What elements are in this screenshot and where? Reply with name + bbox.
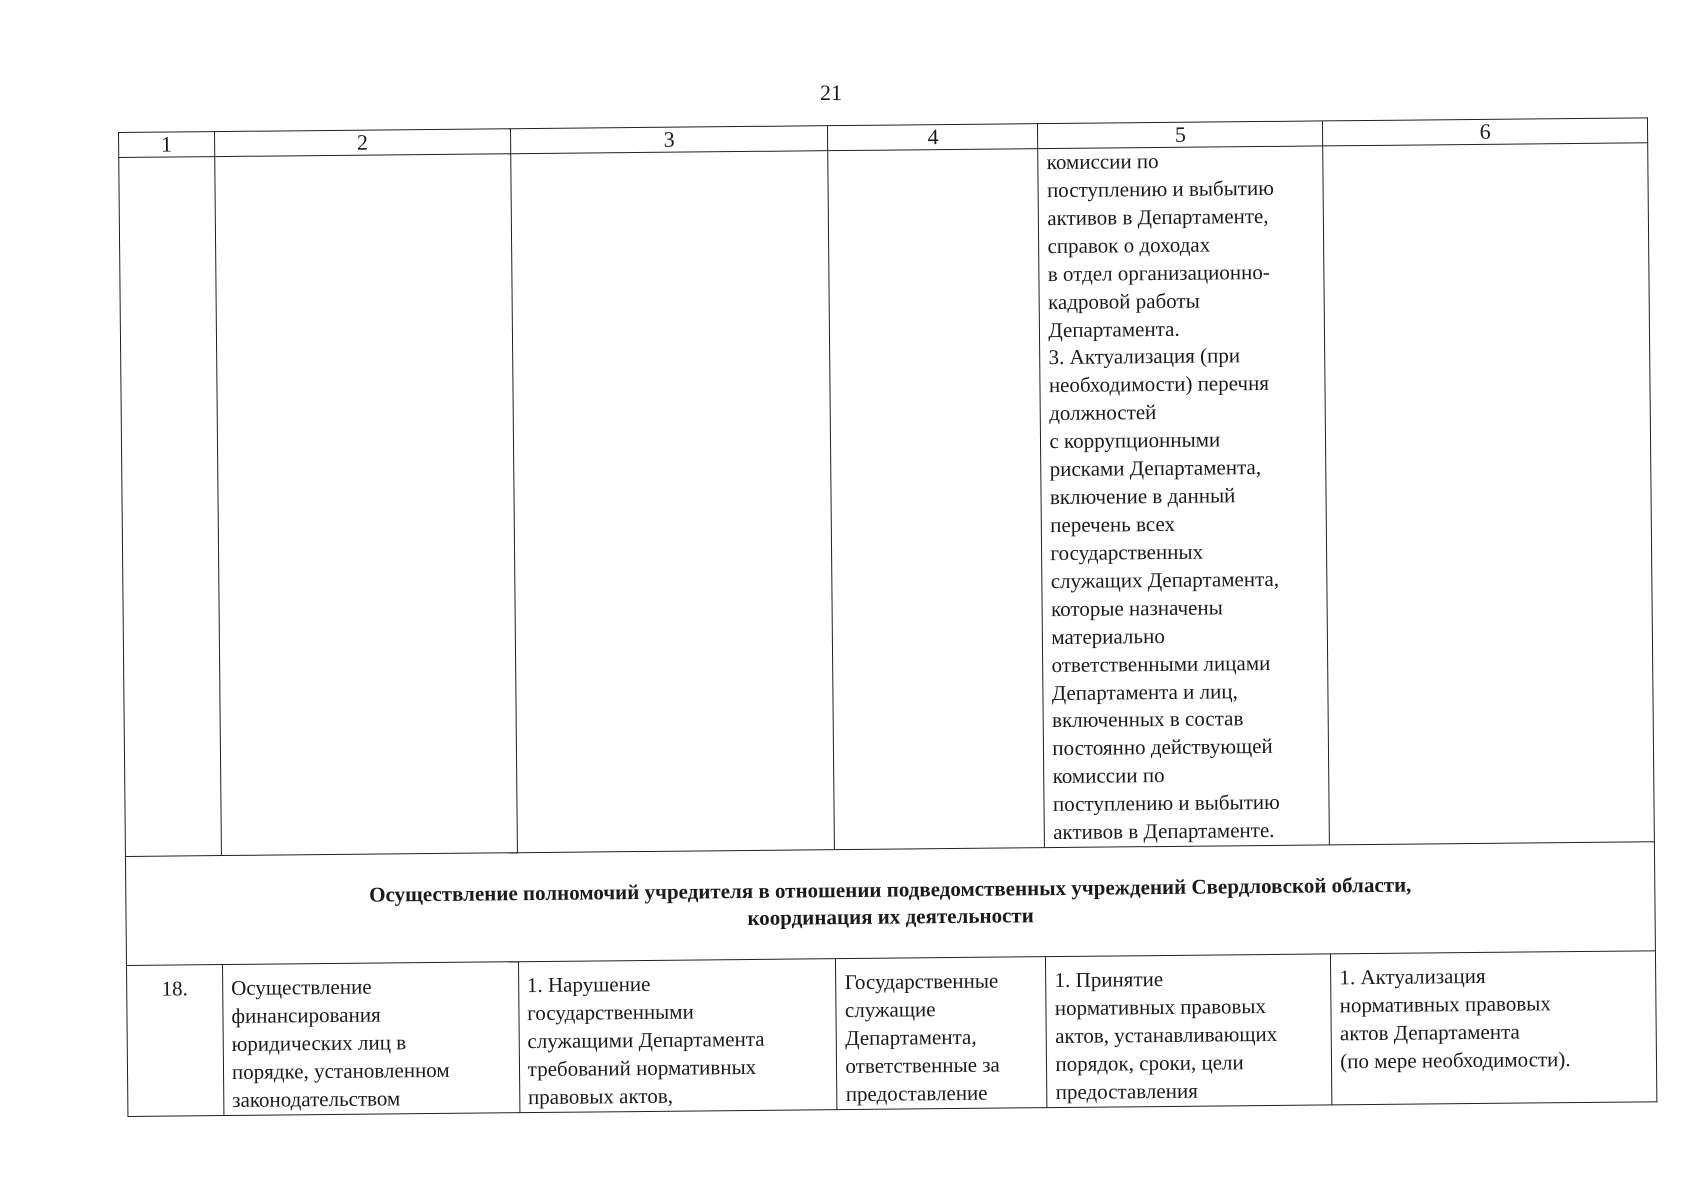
continuation-row — [119, 143, 1655, 857]
table-row — [127, 951, 1657, 1117]
cont-cell-6 — [1323, 143, 1654, 845]
section-row — [125, 842, 1655, 966]
cont-cell-1 — [119, 157, 222, 857]
row18-col3: 1. Нарушение государственными служащими Департамента требований нормативных правовых актов, — [518, 959, 837, 1113]
page-number: 21 — [820, 80, 842, 105]
cont-cell-2 — [215, 154, 518, 856]
row-number: 18. — [127, 965, 224, 1117]
cont-cell-4 — [828, 149, 1045, 850]
header-cell-6: 6 — [1323, 118, 1648, 146]
document-table — [118, 117, 1657, 1117]
header-cell-5: 5 — [1038, 121, 1323, 149]
header-cell-1: 1 — [119, 132, 215, 158]
row18-col4: Государственные служащие Департамента, ответственные за предоставление — [836, 957, 1047, 1110]
header-cell-3: 3 — [510, 126, 828, 154]
cont-cell-3 — [510, 151, 834, 853]
section-title: Осуществление полномочий учредителя в отношении подведомственных учреждений Свердловской области, координация их деятельности — [125, 842, 1655, 966]
cont-cell-5: комиссии по поступлению и выбытию активов в Департаменте, справок о доходах в отдел организационно- кадровой работы Департамента. 3. Актуализация (при необходимости) перечня должностей с коррупционными рисками Департамента, включение в данный перечень всех государственных служащих Департамента, которые назначены материально ответственными лицами Департамента и лиц, включенных в состав постоянно действующей комиссии по поступлению и выбытию активов в Департаменте. — [1038, 146, 1330, 848]
header-cell-4: 4 — [828, 124, 1038, 151]
row18-col6: 1. Актуализация нормативных правовых актов Департамента (по мере необходимости). — [1331, 951, 1657, 1105]
row18-col2: Осуществление финансирования юридических лиц в порядке, установленном законодательством — [222, 962, 519, 1116]
row18-col5: 1. Принятие нормативных правовых актов, устанавливающих порядок, сроки, цели предоставления — [1046, 954, 1332, 1108]
header-cell-2: 2 — [214, 129, 510, 157]
